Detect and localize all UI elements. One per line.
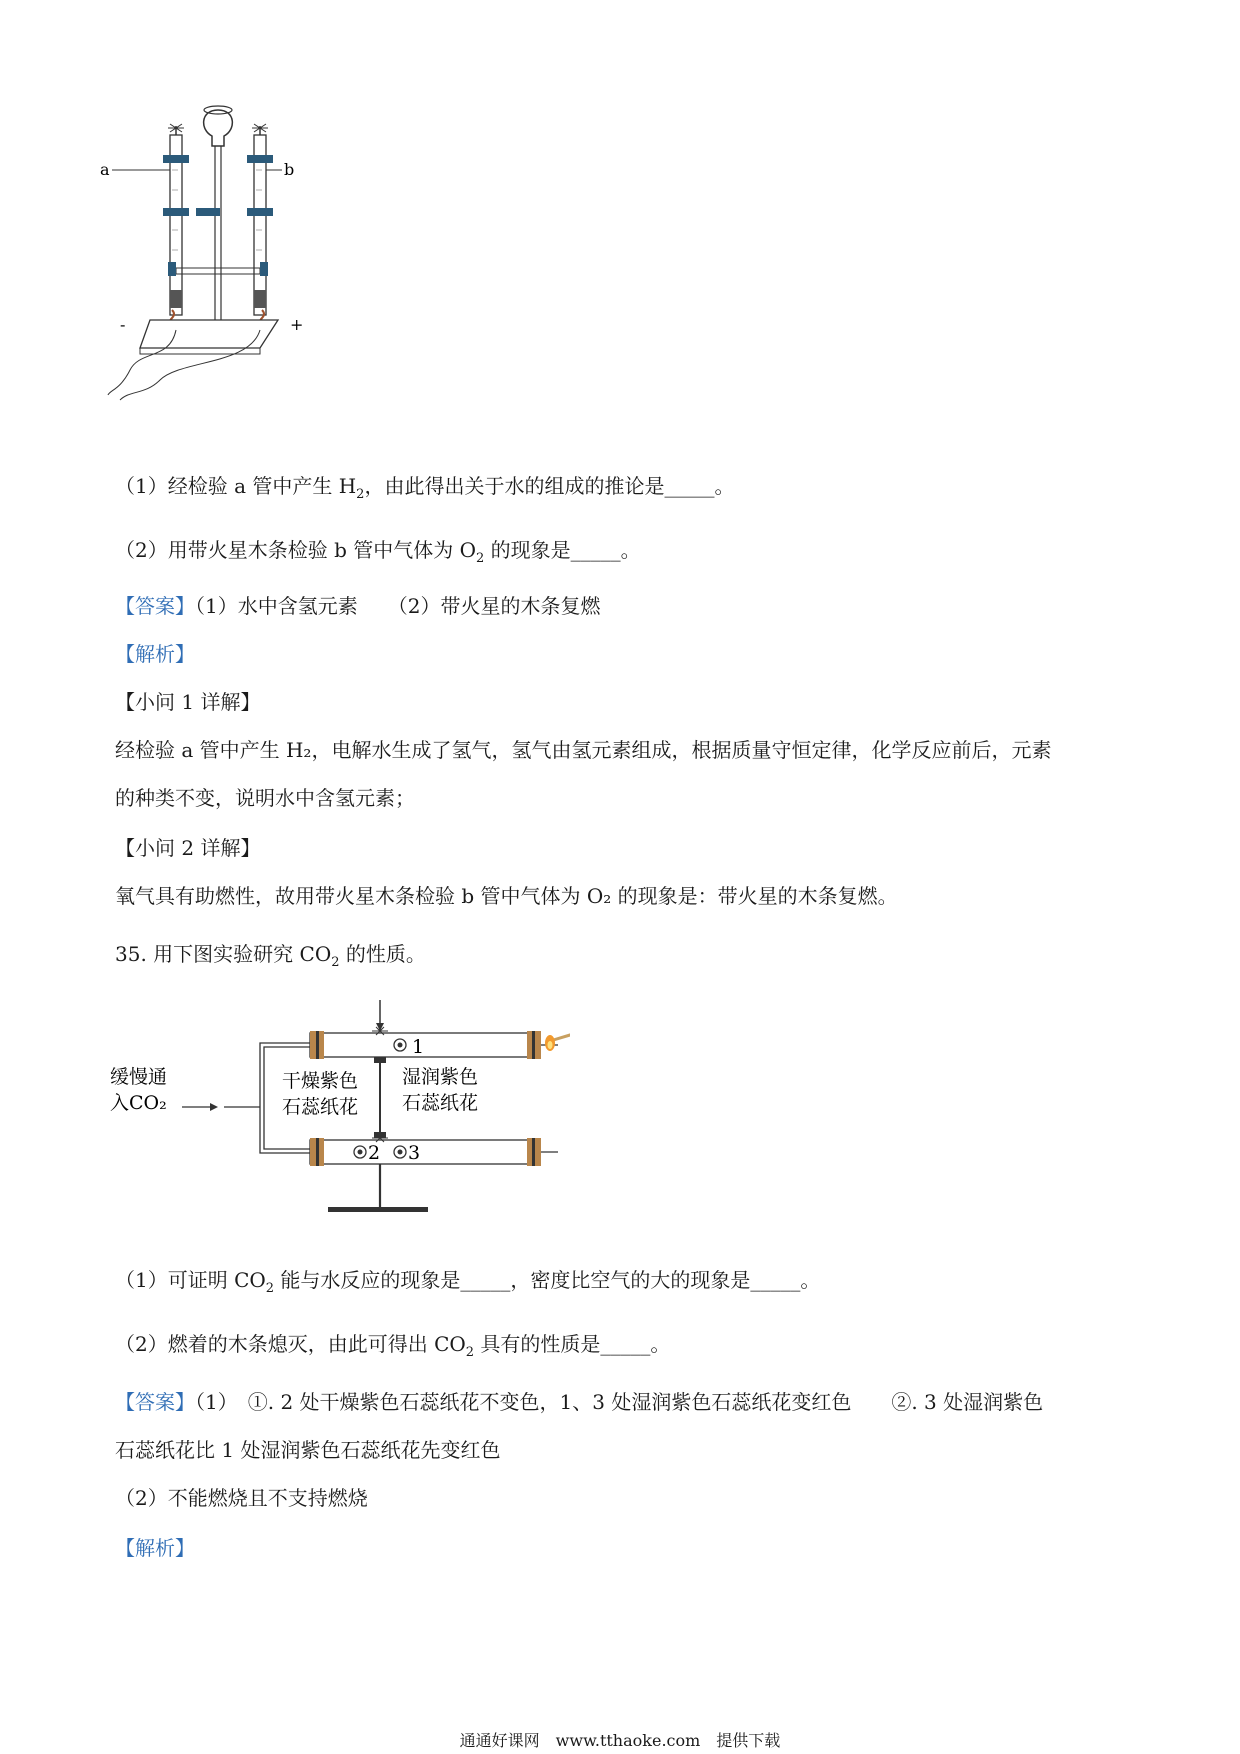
q35-part1: （1）可证明 $CO_2$ 能与水反应的现象是_____，密度比空气的大的现象是_____。 <box>115 1268 821 1296</box>
label-minus: - <box>120 315 126 334</box>
footer-source: 通通好课网 www.tthaoke.com 提供下载 <box>459 1731 781 1750</box>
q35-stem: 35. 用下图实验研究 $CO_2$ 的性质。 <box>115 942 426 970</box>
electrolysis-apparatus-figure <box>100 90 340 440</box>
wet-flower-label-1: 湿润紫色 <box>402 1066 479 1088</box>
co2-apparatus-figure <box>110 995 570 1235</box>
dry-flower-label-2: 石蕊纸花 <box>282 1096 359 1118</box>
q34-sub2-heading: 【小问 2 详解】 <box>115 836 261 860</box>
q34-analysis-tag: 【解析】 <box>115 642 195 666</box>
wet-flower-label-2: 石蕊纸花 <box>402 1092 479 1114</box>
mark-2: 2 <box>368 1142 381 1164</box>
q34-part1: （1）经检验 a 管中产生 $H_2$，由此得出关于水的组成的推论是_____。 <box>115 474 735 502</box>
q35-answer-line2: 石蕊纸花比 1 处湿润紫色石蕊纸花先变红色 <box>115 1438 501 1462</box>
label-a: a <box>100 160 110 179</box>
q34-part2: （2）用带火星木条检验 b 管中气体为 $O_2$ 的现象是_____。 <box>115 538 641 566</box>
q35-answer-line1: 【答案】（1） ①. 2 处干燥紫色石蕊纸花不变色，1、3 处湿润紫色石蕊纸花变红色 ②. 3 处湿润紫色 <box>115 1390 1044 1414</box>
dry-flower-label-1: 干燥紫色 <box>282 1070 359 1092</box>
answer-tag: 【答案】 <box>115 594 195 618</box>
q34-sub1-heading: 【小问 1 详解】 <box>115 690 261 714</box>
inlet-label-2: 入CO₂ <box>110 1092 167 1114</box>
label-plus: + <box>290 315 304 334</box>
q35-analysis-tag: 【解析】 <box>115 1536 195 1560</box>
q34-sub1-line2: 的种类不变，说明水中含氢元素； <box>115 786 415 810</box>
q34-answer: 【答案】（1）水中含氢元素 （2）带火星的木条复燃 <box>115 594 601 618</box>
q34-sub2-line: 氧气具有助燃性，故用带火星木条检验 b 管中气体为 O₂ 的现象是：带火星的木条复燃。 <box>115 884 898 908</box>
answer-tag: 【答案】 <box>115 1390 195 1414</box>
q35-part2: （2）燃着的木条熄灭，由此可得出 $CO_2$ 具有的性质是_____。 <box>115 1332 671 1360</box>
q35-answer-line3: （2）不能燃烧且不支持燃烧 <box>115 1486 368 1510</box>
mark-1: 1 <box>412 1036 425 1058</box>
inlet-label-1: 缓慢通 <box>110 1066 168 1088</box>
label-b: b <box>284 160 295 179</box>
mark-3: 3 <box>408 1142 421 1164</box>
q34-sub1-line1: 经检验 a 管中产生 H₂，电解水生成了氢气，氢气由氢元素组成，根据质量守恒定律，化学反应前后，元素 <box>115 738 1052 762</box>
